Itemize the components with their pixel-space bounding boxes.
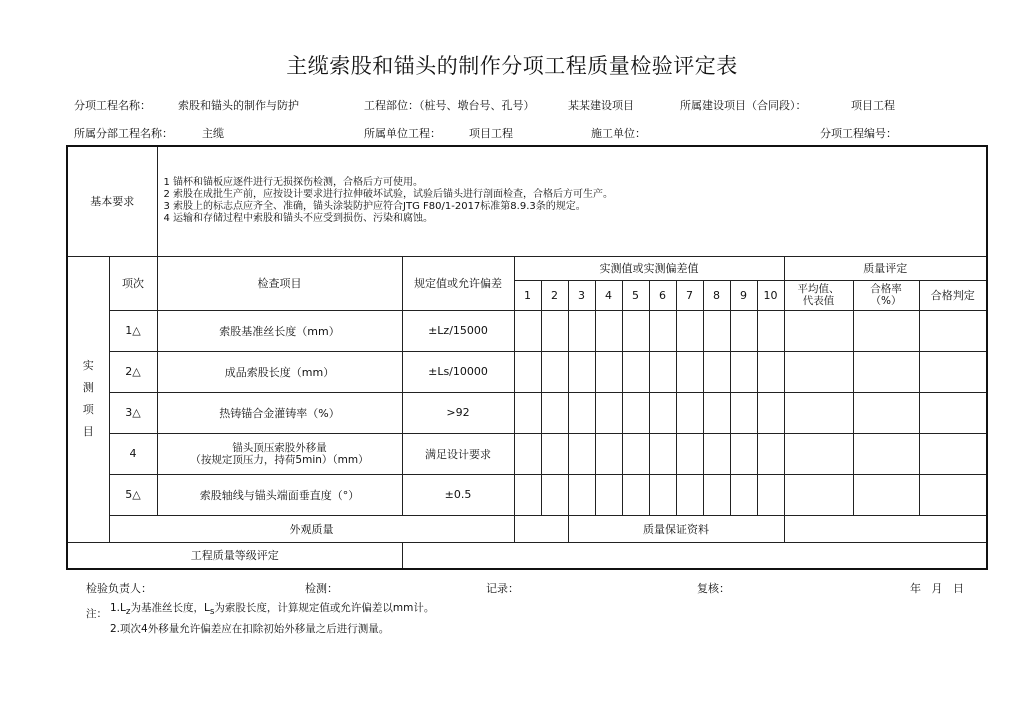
- value-cell[interactable]: [757, 474, 784, 515]
- pass-rate-cell[interactable]: [853, 351, 919, 392]
- value-cell[interactable]: [730, 392, 757, 433]
- value-cell[interactable]: [730, 310, 757, 351]
- item-no: 1△: [109, 310, 157, 351]
- spec-value: ±Ls/10000: [402, 351, 514, 392]
- value-cell[interactable]: [514, 392, 541, 433]
- value-cell[interactable]: [595, 351, 622, 392]
- average-cell[interactable]: [784, 310, 853, 351]
- value-cell[interactable]: [676, 392, 703, 433]
- value-cell[interactable]: [568, 433, 595, 474]
- requirement-line: 2 索股在成批生产前，应按设计要求进行拉伸破坏试验，试验后锚头进行剖面检查，合格后方可生产。: [163, 189, 614, 201]
- value-cell[interactable]: [541, 351, 568, 392]
- table-row: [67, 351, 987, 392]
- date-label: 年 月 日: [910, 582, 964, 595]
- value-cell[interactable]: [757, 310, 784, 351]
- appearance-value[interactable]: [514, 515, 568, 542]
- check-item: 索股基准丝长度（mm）: [157, 310, 402, 351]
- assurance-value[interactable]: [784, 515, 987, 542]
- value-cell[interactable]: [541, 474, 568, 515]
- table-row: [67, 310, 987, 351]
- average-cell[interactable]: [784, 474, 853, 515]
- page-title: 主缆索股和锚头的制作分项工程质量检验评定表: [286, 54, 738, 78]
- appearance-row: [67, 515, 987, 542]
- value-cell[interactable]: [757, 433, 784, 474]
- value-cell[interactable]: [703, 433, 730, 474]
- pass-judgment-header: 合格判定: [919, 280, 987, 310]
- construction-label: 施工单位：: [591, 127, 646, 140]
- value-col-header: 7: [676, 280, 703, 310]
- basic-requirements-text: [157, 146, 987, 256]
- value-cell[interactable]: [649, 474, 676, 515]
- table-row: [67, 474, 987, 515]
- note-line-2: 2.项次4外移量允许偏差应在扣除初始外移量之后进行测量。: [110, 623, 390, 635]
- table-row: [67, 433, 987, 474]
- value-cell[interactable]: [703, 392, 730, 433]
- spec-header: 规定值或允许偏差: [402, 256, 514, 310]
- pass-rate-cell[interactable]: [853, 474, 919, 515]
- value-cell[interactable]: [757, 351, 784, 392]
- value-col-header: 10: [757, 280, 784, 310]
- location-value: 某某建设项目: [568, 99, 634, 112]
- value-cell[interactable]: [703, 351, 730, 392]
- spec-value: ±Lz/15000: [402, 310, 514, 351]
- pass-rate-cell[interactable]: [853, 310, 919, 351]
- division-value: 主缆: [202, 127, 224, 140]
- value-cell[interactable]: [676, 433, 703, 474]
- value-cell[interactable]: [595, 392, 622, 433]
- spec-value: 满足设计要求: [402, 433, 514, 474]
- value-cell[interactable]: [703, 310, 730, 351]
- value-cell[interactable]: [730, 351, 757, 392]
- value-cell[interactable]: [541, 392, 568, 433]
- recorder-label: 记录：: [486, 582, 519, 595]
- value-col-header: 6: [649, 280, 676, 310]
- pass-judgment-cell[interactable]: [919, 351, 987, 392]
- item-no: 4: [109, 433, 157, 474]
- value-cell[interactable]: [757, 392, 784, 433]
- value-cell[interactable]: [676, 474, 703, 515]
- subproject-name-label: 分项工程名称：: [74, 99, 151, 112]
- value-cell[interactable]: [622, 433, 649, 474]
- item-no: 3△: [109, 392, 157, 433]
- value-col-header: 1: [514, 280, 541, 310]
- notes-label: 注：: [86, 608, 107, 620]
- appearance-label: 外观质量: [109, 515, 514, 542]
- value-cell[interactable]: [568, 392, 595, 433]
- assurance-label: 质量保证资料: [568, 515, 784, 542]
- basic-requirements-label: 基本要求: [67, 146, 157, 256]
- average-header: 平均值、 代表值: [784, 280, 853, 310]
- inspection-table: [66, 145, 988, 570]
- value-col-header: 9: [730, 280, 757, 310]
- value-col-header: 4: [595, 280, 622, 310]
- note-line-1: $1.L_z$为基准丝长度，$L_s$为索股长度，计算规定值或允许偏差以mm计。: [110, 602, 435, 618]
- pass-rate-cell[interactable]: [853, 392, 919, 433]
- value-cell[interactable]: [568, 351, 595, 392]
- value-cell[interactable]: [622, 474, 649, 515]
- value-cell[interactable]: [514, 310, 541, 351]
- value-cell[interactable]: [622, 351, 649, 392]
- value-col-header: 2: [541, 280, 568, 310]
- check-item: 热铸锚合金灌铸率（%）: [157, 392, 402, 433]
- value-cell[interactable]: [595, 433, 622, 474]
- measured-header-row-1: [67, 256, 987, 280]
- value-cell[interactable]: [595, 474, 622, 515]
- reviewer-label: 复核：: [697, 582, 730, 595]
- item-no-header: 项次: [109, 256, 157, 310]
- item-no: 5△: [109, 474, 157, 515]
- value-cell[interactable]: [595, 310, 622, 351]
- grade-row: [67, 542, 987, 569]
- subproject-name-value: 索股和锚头的制作与防护: [178, 99, 299, 112]
- value-cell[interactable]: [649, 351, 676, 392]
- value-cell[interactable]: [730, 474, 757, 515]
- value-cell[interactable]: [622, 392, 649, 433]
- requirement-line: 1 锚杯和锚板应逐件进行无损探伤检测，合格后方可使用。: [163, 177, 424, 189]
- value-cell[interactable]: [649, 310, 676, 351]
- average-cell[interactable]: [784, 392, 853, 433]
- value-cell[interactable]: [568, 474, 595, 515]
- pass-rate-header: 合格率 （%）: [853, 280, 919, 310]
- pass-judgment-cell[interactable]: [919, 474, 987, 515]
- average-cell[interactable]: [784, 433, 853, 474]
- value-cell[interactable]: [514, 351, 541, 392]
- requirement-line: 4 运输和存储过程中索股和锚头不应受到损伤、污染和腐蚀。: [163, 213, 434, 225]
- value-cell[interactable]: [649, 392, 676, 433]
- quality-eval-header: 质量评定: [784, 256, 987, 280]
- location-label: 工程部位：（桩号、墩台号、孔号）: [364, 99, 535, 112]
- unit-label: 所属单位工程：: [364, 127, 441, 140]
- value-cell[interactable]: [622, 310, 649, 351]
- check-item-header: 检查项目: [157, 256, 402, 310]
- check-item: 索股轴线与锚头端面垂直度（°）: [157, 474, 402, 515]
- requirement-line: 3 索股上的标志点应齐全、准确，锚头涂装防护应符合JTG F80/1-2017标准第8.9.3条的规定。: [163, 201, 586, 213]
- basic-requirements-row: [67, 146, 987, 256]
- spec-value: ±0.5: [402, 474, 514, 515]
- value-col-header: 5: [622, 280, 649, 310]
- value-cell[interactable]: [514, 433, 541, 474]
- average-cell[interactable]: [784, 351, 853, 392]
- value-cell[interactable]: [730, 433, 757, 474]
- tester-label: 检测：: [305, 582, 338, 595]
- spec-value: >92: [402, 392, 514, 433]
- pass-judgment-cell[interactable]: [919, 392, 987, 433]
- code-label: 分项工程编号：: [820, 127, 897, 140]
- value-cell[interactable]: [541, 310, 568, 351]
- owner-value: 项目工程: [851, 99, 895, 112]
- unit-value: 项目工程: [469, 127, 513, 140]
- grade-value[interactable]: [402, 542, 987, 569]
- value-cell[interactable]: [676, 310, 703, 351]
- value-col-header: 8: [703, 280, 730, 310]
- measured-side-label: 实 测 项 目: [67, 256, 109, 542]
- item-no: 2△: [109, 351, 157, 392]
- check-item: 锚头顶压索股外移量 （按规定顶压力，持荷5min）（mm）: [157, 433, 402, 474]
- value-cell[interactable]: [514, 474, 541, 515]
- value-cell[interactable]: [703, 474, 730, 515]
- value-cell[interactable]: [568, 310, 595, 351]
- measured-values-header: 实测值或实测偏差值: [514, 256, 784, 280]
- owner-label: 所属建设项目（合同段）：: [680, 99, 807, 112]
- table-row: [67, 392, 987, 433]
- inspector-label: 检验负责人：: [86, 582, 152, 595]
- check-item: 成品索股长度（mm）: [157, 351, 402, 392]
- value-cell[interactable]: [541, 433, 568, 474]
- value-col-header: 3: [568, 280, 595, 310]
- pass-judgment-cell[interactable]: [919, 433, 987, 474]
- division-label: 所属分部工程名称：: [74, 127, 173, 140]
- value-cell[interactable]: [649, 433, 676, 474]
- pass-rate-cell[interactable]: [853, 433, 919, 474]
- pass-judgment-cell[interactable]: [919, 310, 987, 351]
- value-cell[interactable]: [676, 351, 703, 392]
- grade-label: 工程质量等级评定: [67, 542, 402, 569]
